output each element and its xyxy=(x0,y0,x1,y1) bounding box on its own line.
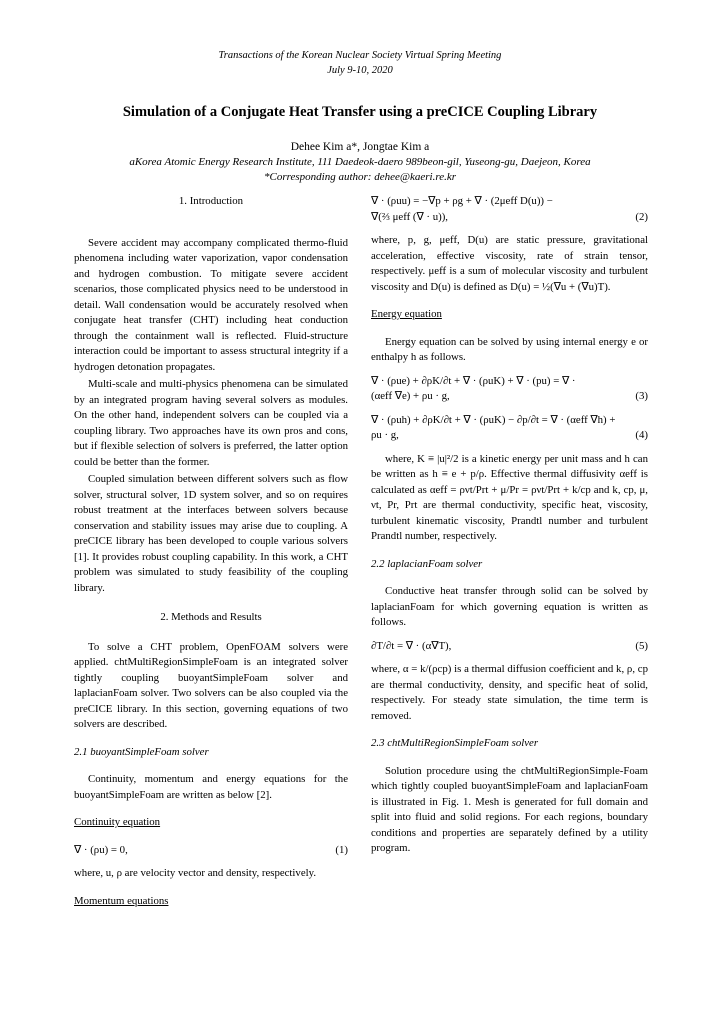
paragraph: where, u, ρ are velocity vector and density, respectively. xyxy=(74,867,317,879)
equation-3 xyxy=(371,374,648,405)
equation-body: ∇ · (ρuu) = −∇p + ρg + ∇ · (2μeff D(u)) − xyxy=(371,195,553,207)
equation-4 xyxy=(371,413,648,444)
paragraph: Coupled simulation between different solvers such as flow solver, structural solver, 1D system solver, and so on requires robust treatment at the interfaces between solvers because conservation and stability issues may arise due to coupling. A preCICE library has been developed to couple various solvers [1]. It provides robust coupling capability. In this work, a CHT problem was simulated to study feasibility of the coupling library. xyxy=(74,473,348,594)
authors: Dehee Kim a*, Jongtae Kim a xyxy=(290,141,430,153)
section-heading-introduction: 1. Introduction xyxy=(178,195,244,207)
paragraph: To solve a CHT problem, OpenFOAM solvers were applied. chtMultiRegionSimpleFoam is an integrated solver tightly coupling buoyantSimpleFoam solver and laplacianFoam solver. Two solvers can be also coupled via the preCICE library. In this section, governing equations of two solvers are described. xyxy=(74,640,348,730)
subsection-heading: 2.1 buoyantSimpleFoam solver xyxy=(74,745,209,758)
equation-body: ρu · g, xyxy=(371,429,399,441)
equation-body: ∇ · (ρue) + ∂ρK/∂t + ∇ · (ρuK) + ∇ · (pu) = ∇ · xyxy=(371,374,576,387)
paragraph: where, α = k/(ρcp) is a thermal diffusion coefficient and k, ρ, cp are thermal conductivity, density, and specific heat of solid, respectively. For steady state simulation, the time term is removed. xyxy=(371,663,648,722)
equation-1 xyxy=(74,843,348,859)
conference-date: July 9-10, 2020 xyxy=(327,65,393,76)
paragraph: where, p, g, μeff, D(u) are static pressure, gravitational acceleration, effective viscosity, rate of strain tensor, respectively. μeff is a sum of molecular viscosity and turbulent viscosity and D(u) is defined as D(u) = ½(∇u + (∇u)T). xyxy=(371,234,648,293)
equation-body: (αeff ∇e) + ρu · g, xyxy=(371,390,450,402)
paragraph: where, K ≡ |u|²/2 is a kinetic energy per unit mass and h can be written as h ≡ e + p/ρ. Effective thermal diffusivity αeff is calculated as αeff = ρνt/Prt + μ/Pr = ρνt/Prt + k/cp and k, cp, μ, νt, Pr, Prt are thermal conductivity, specific heat, viscosity, turbulent kinematic viscosity, Prandtl number and turbulent Prandtl number, respectively. xyxy=(371,452,648,542)
equation-heading: Continuity equation xyxy=(74,816,161,828)
paragraph: Solution procedure using the chtMultiRegionSimple-Foam which tightly coupled buoyantSimpleFoam and laplacianFoam is illustrated in Fig. 1. Mesh is generated for full domain and split into fluid and solid regions. For each regions, boundary conditions and properties are separately defined by a utility program. xyxy=(371,764,648,854)
left-column xyxy=(74,194,348,921)
equation-body: ∇ · (ρuh) + ∂ρK/∂t + ∇ · (ρuK) − ∂p/∂t = ∇ · (αeff ∇h) + xyxy=(371,413,616,426)
equation-heading: Energy equation xyxy=(371,308,442,320)
paragraph: Multi-scale and multi-physics phenomena can be simulated by an integrated program having several solvers as modules. On the other hand, independent solvers can be coupled via a coupling library. Two approaches have its own pros and cons, but if flexible selection of solvers is preferred, the latter option could be better than the former. xyxy=(74,378,348,468)
conference-name: Transactions of the Korean Nuclear Society Virtual Spring Meeting xyxy=(218,50,502,61)
equation-body: ∂T/∂t = ∇ · (α∇T), xyxy=(371,639,452,652)
affiliation: aKorea Atomic Energy Research Institute, 111 Daedeok-daero 989beon-gil, Yuseong-gu, Daejeon, Korea xyxy=(129,156,591,168)
equation-number: (3) xyxy=(635,390,648,402)
corresponding-author: *Corresponding author: dehee@kaeri.re.kr xyxy=(264,171,456,183)
equation-number: (5) xyxy=(635,639,648,652)
paragraph: Severe accident may accompany complicated thermo-fluid phenomena including water vaporization, vapor condensation and hydrogen combustion. To mitigate severe accident scenarios, those complicated physics need to be understood in detail. Wall condensation would be accurately resolved when conjugate heat transfer (CHT) including heat conduction through the containment wall is reflected. Fluid-structure interaction could be important to assess structural integrity if a hydrogen detonation propagates. xyxy=(74,236,348,373)
paper-title: Simulation of a Conjugate Heat Transfer using a preCICE Coupling Library xyxy=(122,104,598,120)
paragraph: Continuity, momentum and energy equations for the buoyantSimpleFoam are written as below [2]. xyxy=(74,773,348,801)
equation-number: (4) xyxy=(635,429,648,441)
equation-2 xyxy=(371,194,648,225)
equation-body: ∇ · (ρu) = 0, xyxy=(74,843,128,856)
equation-5 xyxy=(371,639,648,655)
right-column xyxy=(371,194,648,859)
equation-body: ∇(⅔ μeff (∇ · u)), xyxy=(371,210,448,223)
subsection-heading: 2.2 laplacianFoam solver xyxy=(371,557,483,570)
section-heading-methods: 2. Methods and Results xyxy=(160,611,262,623)
subsection-heading: 2.3 chtMultiRegionSimpleFoam solver xyxy=(371,737,539,749)
equation-number: (2) xyxy=(635,210,648,223)
equation-heading: Momentum equations xyxy=(74,894,169,907)
equation-number: (1) xyxy=(335,843,348,856)
paragraph: Conductive heat transfer through solid can be solved by laplacianFoam for which governing equation is written as follows. xyxy=(371,585,648,628)
paragraph: Energy equation can be solved by using internal energy e or enthalpy h as follows. xyxy=(371,335,648,363)
